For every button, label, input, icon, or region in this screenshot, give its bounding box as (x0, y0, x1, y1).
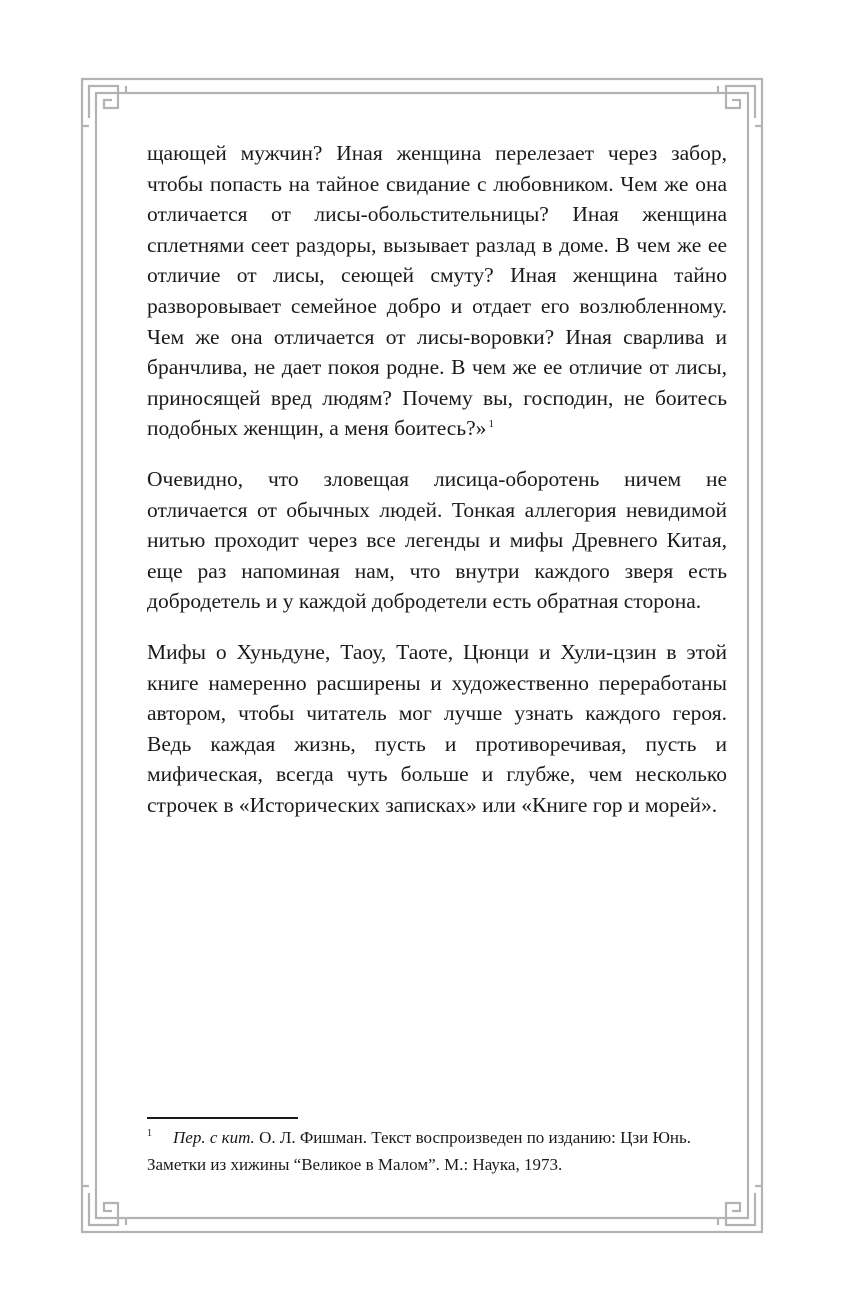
footnote-italic-prefix: Пер. с кит. (173, 1128, 255, 1147)
footnote-reference[interactable]: 1 (488, 418, 494, 431)
corner-ornament-icon (718, 1186, 762, 1232)
footnote (147, 1124, 732, 1178)
paragraph (147, 138, 727, 444)
footnote-divider (147, 1117, 298, 1119)
footnote-marker: 1 (147, 1128, 152, 1139)
paragraph: Очевидно, что зловещая лисица-оборотень ничем не отличается от обычных людей. Тонкая аллегория невидимой нитью проходит через все легенды и мифы Древнего Китая, еще раз напоминая нам, что внутри каждого зверя есть добродетель и у каждой добродетели есть обратная сторона. (147, 466, 727, 614)
body-text (147, 138, 727, 840)
paragraph: Мифы о Хуньдуне, Таоу, Таоте, Цюнци и Хули-цзин в этой книге намеренно расширены и художественно переработаны автором, чтобы читатель мог лучше узнать каждого героя. Ведь каждая жизнь, пусть и противоречивая, пусть и мифическая, всегда чуть больше и глубже, чем несколько строчек в «Исторических записках» или «Книге гор и морей». (147, 639, 727, 817)
footnote-text: О. Л. Фишман. Текст воспроизведен по изданию: Цзи Юнь. Заметки из хижины “Великое в Малом”. М.: Наука, 1973. (147, 1128, 692, 1174)
corner-ornament-icon (82, 79, 126, 126)
corner-ornament-icon (718, 79, 762, 126)
corner-ornament-icon (82, 1186, 126, 1232)
paragraph-text: щающей мужчин? Иная женщина перелезает через забор, чтобы попасть на тайное свидание с любовником. Чем же она отличается от лисы-обольстительницы? Иная женщина сплетнями сеет раздоры, вызывает разлад в доме. В чем же ее отличие от лисы, сеющей смуту? Иная женщина тайно разворовывает семейное добро и отдает его возлюбленному. Чем же она отличается от лисы-воровки? Иная сварлива и бранчлива, не дает покоя родне. В чем же ее отличие от лисы, приносящей вред людям? Почему вы, господин, не боитесь подобных женщин, а меня боитесь?» (147, 141, 727, 441)
